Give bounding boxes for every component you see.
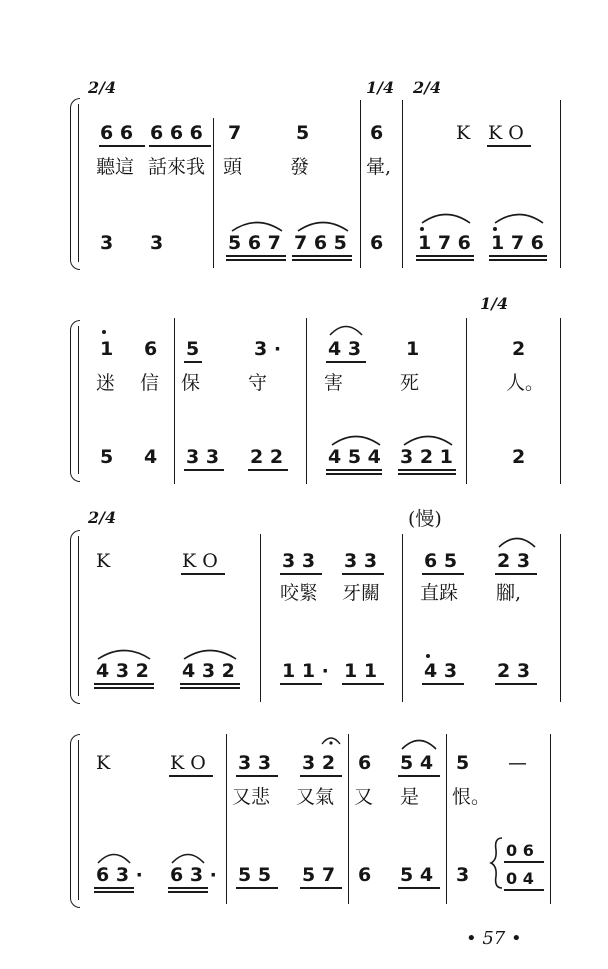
melody-note: 6 [144,338,158,360]
accomp-note: 2 3 [497,660,531,682]
barline [560,318,561,484]
accomp-note: 0 6 [506,841,534,860]
melody-note: 2 [512,338,526,360]
accomp-note: 5 [100,446,114,468]
accomp-note: 1 1 [344,660,378,682]
melody-note: 6 6 6 [150,122,203,144]
percussion-mark: K [96,550,111,572]
accomp-note: 4 3 2 [182,660,235,682]
lyric: 恨。 [452,786,491,808]
accomp-note: 2 2 [250,446,284,468]
lyric: 又 [354,786,374,808]
slur [402,432,454,446]
underline [495,573,537,575]
melody-note: 3 2 [302,752,336,774]
underline [398,473,456,475]
underline [180,683,240,685]
lyric: 暈, [366,156,392,178]
barline [446,734,447,904]
underline [184,361,202,363]
melody-note: 7 [228,122,242,144]
underline [280,573,322,575]
underline [489,259,547,261]
barline [306,318,307,484]
system-bracket-inner [78,740,83,900]
melody-note: 1 [100,338,114,360]
melody-note: 3 · [254,338,282,360]
accomp-note: 4 [144,446,158,468]
accomp-note: 6 [370,232,384,254]
time-signature: 2/4 [88,508,117,527]
slur [497,534,537,548]
lyric: 咬緊 [280,582,319,604]
accomp-note: 3 [456,864,470,886]
lyric: 守 [248,372,268,394]
accomp-note: 3 [150,232,164,254]
melody-note: 3 3 [282,550,316,572]
underline [504,861,544,863]
underline [94,887,134,889]
accomp-note: 6 3 · [170,864,217,886]
barline [260,534,261,702]
lyric: 話來我 [148,156,206,178]
lyric: 直跺 [420,582,459,604]
underline [248,469,288,471]
melody-note: 4 3 [328,338,362,360]
accomp-note: 3 [100,232,114,254]
percussion-mark: K [96,752,111,774]
underline [99,145,145,147]
melody-note: 1 [406,338,420,360]
accomp-note: 5 4 [400,864,434,886]
melody-note: 6 [358,752,372,774]
underline [168,887,208,889]
underline [236,775,278,777]
melody-note: 6 6 [100,122,134,144]
octave-dot [426,654,430,658]
lyric: 死 [400,372,420,394]
barline [466,318,467,484]
lyric: 是 [400,786,420,808]
underline [184,469,224,471]
slur [230,218,284,232]
underline [94,683,154,685]
underline [280,683,322,685]
melody-note: 5 4 [400,752,434,774]
underline [398,887,440,889]
slur [296,218,350,232]
accomp-note: 7 6 5 [294,232,347,254]
underline [226,259,286,261]
slur [96,850,132,864]
accomp-note: 1 7 6 [418,232,471,254]
octave-dot [102,330,106,334]
underline [487,145,531,147]
underline [181,573,225,575]
underline [300,775,342,777]
slur [96,646,152,660]
melody-note: 5 [456,752,470,774]
barline [213,118,214,268]
lyric: 又氣 [296,786,335,808]
barline [348,734,349,904]
accomp-note: 4 3 [424,660,458,682]
barline [360,100,361,268]
lyric: 牙關 [342,582,381,604]
barline [402,534,403,702]
time-signature: 1/4 [366,78,395,97]
underline [422,683,464,685]
slur [330,432,382,446]
percussion-mark: K O [182,550,218,572]
underline [180,687,240,689]
time-signature: 2/4 [88,78,117,97]
underline [326,469,382,471]
lyric: 人。 [506,372,545,394]
underline [422,573,464,575]
lyric: 又悲 [232,786,271,808]
slur [493,210,545,224]
slur [328,322,364,336]
accomp-note: 6 3 · [96,864,143,886]
barline [550,734,551,904]
melody-note: 5 [186,338,200,360]
accomp-note: 4 5 4 [328,446,381,468]
lyric: 頭 [223,156,243,178]
page-number: • 57 • [466,928,522,949]
lyric: 保 [181,372,201,394]
barline [560,100,561,268]
system-bracket-inner [78,536,83,696]
underline [416,255,474,257]
slur [170,850,206,864]
lyric: 聽這 [96,156,135,178]
underline [342,573,384,575]
octave-dot [493,227,497,231]
melody-note: 5 [296,122,310,144]
time-signature: 1/4 [480,294,509,313]
chord-brace [490,836,504,890]
underline [398,775,440,777]
lyric: 害 [324,372,344,394]
lyric: 迷 [96,372,116,394]
underline [342,683,384,685]
underline [326,473,382,475]
lyric: 信 [140,372,160,394]
underline [236,887,278,889]
underline [504,889,544,891]
accomp-note: 3 3 [186,446,220,468]
underline [292,259,352,261]
underline [169,775,213,777]
slur [420,210,472,224]
system-bracket-inner [78,326,83,474]
slur [182,646,238,660]
underline [326,361,366,363]
lyric: 發 [290,156,310,178]
melody-note: 3 3 [344,550,378,572]
percussion-mark: K [456,122,471,144]
accomp-note: 1 7 6 [491,232,544,254]
accomp-note: 4 3 2 [96,660,149,682]
accomp-note: 5 5 [238,864,272,886]
melody-note: 2 3 [497,550,531,572]
barline [402,100,403,268]
barline [226,734,227,904]
percussion-mark: K O [170,752,206,774]
accomp-note: 5 7 [302,864,336,886]
underline [168,891,208,893]
percussion-mark: K O [488,122,524,144]
accomp-note: 2 [512,446,526,468]
underline [94,687,154,689]
sustain-dash: — [508,752,527,774]
melody-note: 6 5 [424,550,458,572]
octave-dot [420,227,424,231]
accomp-note: 3 2 1 [400,446,453,468]
lyric: 腳, [496,582,522,604]
melody-note: 3 3 [238,752,272,774]
accomp-note: 6 [358,864,372,886]
underline [416,259,474,261]
barline [174,318,175,484]
underline [300,887,342,889]
underline [226,255,286,257]
underline [94,891,134,893]
fermata [320,730,342,750]
underline [149,145,211,147]
accomp-note: 5 6 7 [228,232,281,254]
underline [489,255,547,257]
barline [560,534,561,702]
time-signature: 2/4 [413,78,442,97]
accomp-note: 0 4 [506,869,534,888]
underline [398,469,456,471]
underline [292,255,352,257]
melody-note: 6 [370,122,384,144]
system-bracket-inner [78,104,83,262]
tempo-mark: (慢) [408,508,442,530]
accomp-note: 1 1 · [282,660,329,682]
underline [495,683,537,685]
slur [400,736,438,750]
